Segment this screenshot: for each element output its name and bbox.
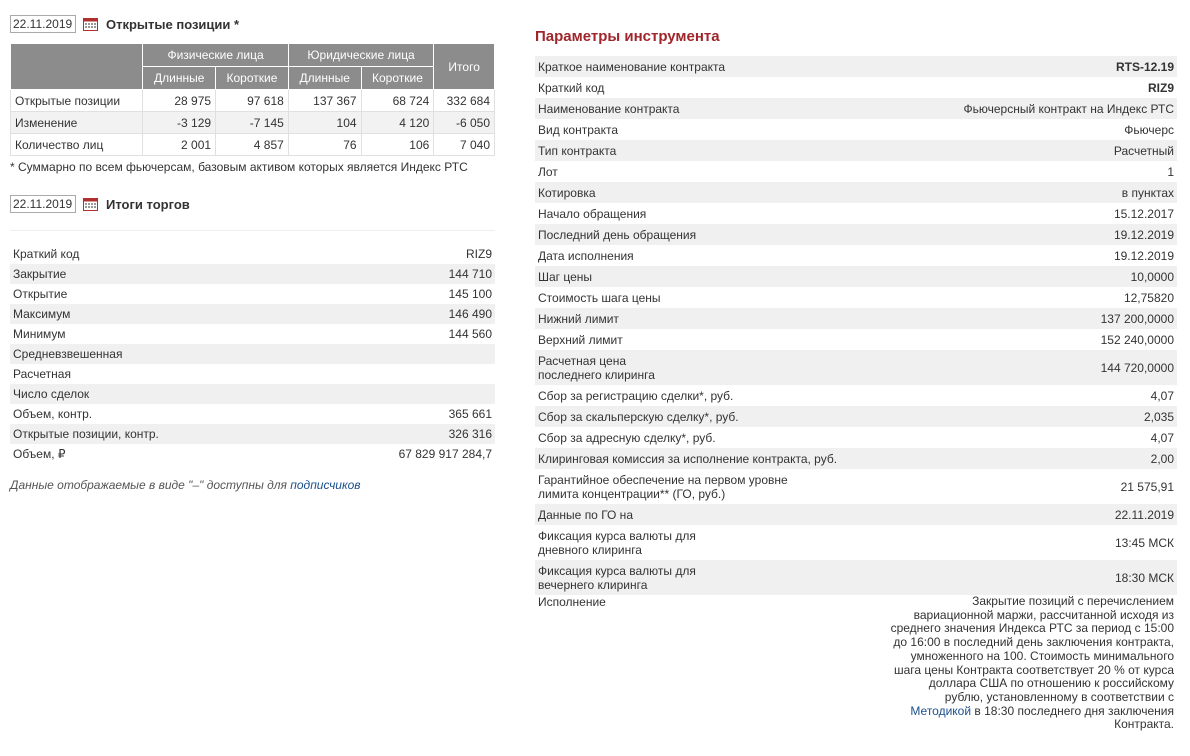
param-value: 13:45 МСК	[1114, 535, 1174, 550]
param-row	[535, 266, 1177, 287]
param-row	[535, 140, 1177, 161]
table-row	[11, 90, 495, 112]
param-value: Расчетный	[1113, 143, 1174, 158]
param-row-execution	[535, 595, 1177, 732]
param-label: Фиксация курса валюты для вечернего клиринга	[538, 563, 696, 592]
param-label: Исполнение	[538, 595, 606, 609]
param-value: 2,00	[1150, 451, 1174, 466]
row-label: Количество лиц	[11, 134, 143, 156]
item-value: 144 710	[448, 267, 492, 281]
open-positions-header	[10, 13, 495, 35]
param-row	[535, 308, 1177, 329]
trading-results-list	[10, 244, 495, 464]
param-row	[535, 406, 1177, 427]
item-value: 365 661	[448, 407, 492, 421]
param-value: Фьючерсный контракт на Индекс РТС	[963, 101, 1174, 116]
param-value: 21 575,91	[1120, 479, 1174, 494]
item-label: Средневзвешенная	[13, 347, 123, 361]
item-label: Открытые позиции, контр.	[13, 427, 159, 441]
param-value: 15.12.2017	[1113, 206, 1174, 221]
table-row	[11, 112, 495, 134]
empty-header-cell	[11, 44, 143, 90]
divider	[10, 230, 495, 231]
param-label: Фиксация курса валюты для дневного клиринга	[538, 528, 696, 557]
item-label: Объем, контр.	[13, 407, 93, 421]
cell: 97 618	[216, 90, 289, 112]
param-label: Гарантийное обеспечение на первом уровне лимита концентрации** (ГО, руб.)	[538, 472, 788, 501]
open-positions-table	[10, 43, 495, 156]
param-value: 22.11.2019	[1114, 507, 1174, 522]
param-value-execution	[889, 595, 1174, 732]
item-label: Число сделок	[13, 387, 90, 401]
list-item	[10, 344, 495, 364]
param-row	[535, 98, 1177, 119]
row-label: Изменение	[11, 112, 143, 134]
item-value: 326 316	[448, 427, 492, 441]
list-item	[10, 304, 495, 324]
param-label: Сбор за скальперскую сделку*, руб.	[538, 409, 739, 424]
cell: -3 129	[143, 112, 216, 134]
calendar-icon[interactable]	[83, 197, 98, 211]
item-label: Открытие	[13, 287, 68, 301]
group-header-individuals: Физические лица	[143, 44, 289, 67]
execution-text: Закрытие позиций с перечислением вариационной маржи, рассчитанной исходя из среднего значения Индекса РТС за период с 15:00 до 16:00 в последний день заключения контракта, умноженного на 100. Стоимость минимального шага цены Контракта соответствует 20 % от курса доллара США по отношению к российскому рублю, установленному в соответствии с	[890, 594, 1174, 704]
param-value: RIZ9	[1147, 80, 1174, 95]
list-item	[10, 364, 495, 384]
item-label: Закрытие	[13, 267, 67, 281]
param-row	[535, 245, 1177, 266]
trading-results-date-input[interactable]	[10, 195, 76, 213]
list-item	[10, 444, 495, 464]
param-value: 19.12.2019	[1113, 227, 1174, 242]
list-item	[10, 384, 495, 404]
instrument-params-title: Параметры инструмента	[535, 28, 720, 45]
instrument-params-list	[535, 56, 1177, 732]
cell: 2 001	[143, 134, 216, 156]
cell: -7 145	[216, 112, 289, 134]
left-column	[10, 0, 495, 492]
param-row	[535, 350, 1177, 385]
cell: 4 120	[361, 112, 434, 134]
list-item	[10, 404, 495, 424]
param-label: Вид контракта	[538, 122, 618, 137]
param-label: Расчетная цена последнего клиринга	[538, 353, 655, 382]
sub-header-short: Короткие	[361, 67, 434, 90]
param-row	[535, 203, 1177, 224]
execution-text-tail: в 18:30 последнего дня заключения Контракта.	[974, 703, 1174, 732]
item-value: 146 490	[448, 307, 492, 321]
param-label: Последний день обращения	[538, 227, 697, 242]
calendar-icon[interactable]	[83, 17, 98, 31]
param-label: Верхний лимит	[538, 332, 623, 347]
group-header-legal: Юридические лица	[288, 44, 434, 67]
param-value: 10,0000	[1130, 269, 1174, 284]
cell: 104	[288, 112, 361, 134]
param-label: Начало обращения	[538, 206, 647, 221]
item-label: Объем, ₽	[13, 447, 66, 461]
cell: -6 050	[434, 112, 495, 134]
param-label: Лот	[538, 164, 558, 179]
right-column	[535, 0, 1177, 732]
list-item	[10, 424, 495, 444]
methodology-link[interactable]: Методикой	[910, 703, 972, 718]
param-row	[535, 77, 1177, 98]
param-label: Нижний лимит	[538, 311, 619, 326]
open-positions-title: Открытые позиции *	[106, 16, 240, 32]
param-label: Дата исполнения	[538, 248, 634, 263]
param-label: Тип контракта	[538, 143, 617, 158]
list-item	[10, 264, 495, 284]
item-value: 67 829 917 284,7	[398, 447, 492, 461]
param-value: 137 200,0000	[1100, 311, 1174, 326]
cell: 7 040	[434, 134, 495, 156]
param-label: Краткое наименование контракта	[538, 59, 726, 74]
item-value: RIZ9	[465, 247, 492, 261]
cell: 28 975	[143, 90, 216, 112]
sub-header-short: Короткие	[216, 67, 289, 90]
note-text: Данные отображаемые в виде "–" доступны для	[10, 478, 287, 492]
item-label: Минимум	[13, 327, 66, 341]
param-row	[535, 182, 1177, 203]
open-positions-date-input[interactable]	[10, 15, 76, 33]
open-positions-footnote: * Суммарно по всем фьючерсам, базовым активом которых является Индекс РТС	[10, 160, 468, 174]
param-row	[535, 329, 1177, 350]
sub-header-long: Длинные	[143, 67, 216, 90]
item-value: 144 560	[448, 327, 492, 341]
item-value: 145 100	[448, 287, 492, 301]
param-value: 19.12.2019	[1113, 248, 1174, 263]
param-row	[535, 385, 1177, 406]
cell: 76	[288, 134, 361, 156]
list-item	[10, 284, 495, 304]
sub-header-long: Длинные	[288, 67, 361, 90]
cell: 68 724	[361, 90, 434, 112]
item-label: Расчетная	[13, 367, 71, 381]
param-label: Шаг цены	[538, 269, 593, 284]
param-label: Котировка	[538, 185, 596, 200]
param-value: 18:30 МСК	[1114, 570, 1174, 585]
param-row	[535, 287, 1177, 308]
item-label: Краткий код	[13, 247, 80, 261]
param-value: 152 240,0000	[1100, 332, 1174, 347]
param-value: 144 720,0000	[1100, 360, 1174, 375]
param-row	[535, 224, 1177, 245]
param-row	[535, 560, 1177, 595]
item-label: Максимум	[13, 307, 71, 321]
param-label: Стоимость шага цены	[538, 290, 661, 305]
param-value: 12,75820	[1123, 290, 1174, 305]
param-label: Сбор за регистрацию сделки*, руб.	[538, 388, 734, 403]
param-value: в пунктах	[1121, 185, 1174, 200]
param-row	[535, 469, 1177, 504]
param-row	[535, 504, 1177, 525]
table-row	[11, 134, 495, 156]
cell: 137 367	[288, 90, 361, 112]
param-value: 2,035	[1143, 409, 1174, 424]
cell: 106	[361, 134, 434, 156]
row-label: Открытые позиции	[11, 90, 143, 112]
cell: 4 857	[216, 134, 289, 156]
param-row	[535, 161, 1177, 182]
group-header-total: Итого	[434, 44, 495, 90]
param-label: Клиринговая комиссия за исполнение контракта, руб.	[538, 451, 838, 466]
trading-results-header	[10, 193, 495, 215]
param-row	[535, 448, 1177, 469]
param-label: Сбор за адресную сделку*, руб.	[538, 430, 716, 445]
param-label: Данные по ГО на	[538, 507, 633, 522]
param-label: Краткий код	[538, 80, 605, 95]
param-row	[535, 56, 1177, 77]
list-item	[10, 244, 495, 264]
subscribers-note	[10, 478, 495, 492]
param-value: 4,07	[1150, 430, 1174, 445]
param-value: 1	[1167, 164, 1174, 179]
list-item	[10, 324, 495, 344]
param-value: Фьючерс	[1124, 122, 1174, 137]
param-value: 4,07	[1150, 388, 1174, 403]
param-row	[535, 427, 1177, 448]
param-value: RTS-12.19	[1115, 59, 1174, 74]
subscribers-link[interactable]: подписчиков	[290, 478, 361, 492]
cell: 332 684	[434, 90, 495, 112]
param-label: Наименование контракта	[538, 101, 680, 116]
param-row	[535, 119, 1177, 140]
trading-results-title: Итоги торгов	[106, 196, 190, 212]
param-row	[535, 525, 1177, 560]
